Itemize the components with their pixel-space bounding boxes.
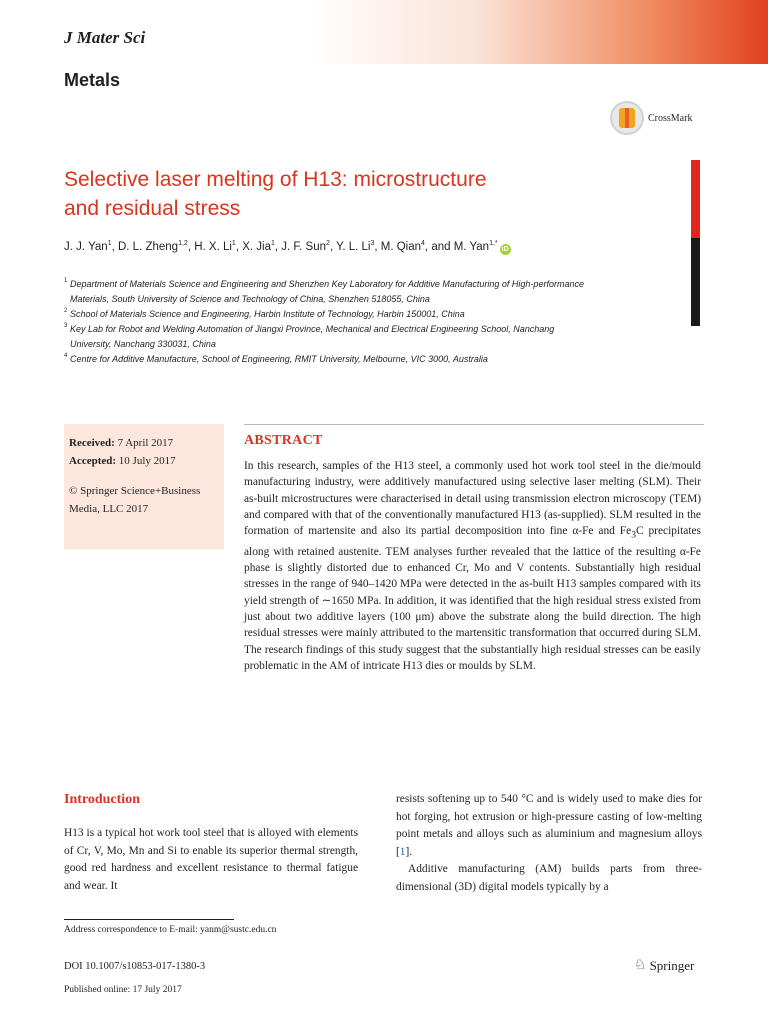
affiliation: 3 Key Lab for Robot and Welding Automation of Jiangxi Province, Mechanical and Electrical Engineering School, Nanchang University, Nanchang 330031, China (64, 323, 555, 349)
intro-paragraph: resists softening up to 540 °C and is widely used to make dies for hot forging, hot extrusion or high-pressure casting of low-melting point metals and alloys such as aluminium and magnesium alloys [1]. (396, 793, 702, 858)
journal-name: J Mater Sci (64, 28, 146, 47)
author[interactable]: Y. L. Li (336, 240, 371, 253)
author-list: J. J. Yan$^1$, D. L. Zheng$^{1,2}$, H. X. Li$^1$, X. Jia$^1$, J. F. Sun$^2$, Y. L. Li$^3$, M. Qian$^4$, and M. Yan$^{1,*}$iD (64, 240, 509, 253)
orcid-icon[interactable]: iD (501, 245, 509, 253)
intro-paragraph: Additive manufacturing (AM) builds parts from three-dimensional (3D) digital models typically by a (396, 863, 702, 893)
sidebar-color-bar (691, 160, 700, 326)
published-date: Published online: 17 July 2017 (64, 985, 182, 995)
article-title (64, 165, 624, 223)
title-line-2: and residual stress (64, 197, 241, 220)
springer-horse-icon: ♘ (634, 958, 647, 973)
affiliation: 1 Department of Materials Science and Engineering and Shenzhen Key Laboratory for Additive Manufacturing of High-performance Materials, South University of Science and Technology of China, Shenzhen 518055, China (64, 278, 584, 304)
abstract-heading: ABSTRACT (244, 433, 323, 448)
author[interactable]: M. Qian (380, 240, 422, 253)
intro-left-column: H13 is a typical hot work tool steel that is alloyed with elements of Cr, V, Mo, Mn and Si to enable its superior thermal strength, good red hardness and excellent resistance to thermal fatigue and wear. It (64, 827, 358, 892)
introduction-heading: Introduction (64, 792, 140, 807)
received-label: Received: (69, 437, 115, 449)
intro-right-column (396, 791, 702, 897)
abstract-rule (244, 424, 704, 425)
author[interactable]: D. L. Zheng (117, 240, 179, 253)
received-date: 7 April 2017 (117, 437, 174, 449)
footnote-rule (64, 919, 234, 920)
publisher-name: Springer (649, 957, 695, 973)
accepted-label: Accepted: (69, 455, 117, 467)
crossmark-icon (610, 101, 644, 135)
springer-logo (634, 957, 694, 974)
doi[interactable]: DOI 10.1007/s10853-017-1380-3 (64, 961, 206, 972)
affiliation: 2 School of Materials Science and Engineering, Harbin Institute of Technology, Harbin 150001, China (64, 308, 465, 319)
section-label: Metals (64, 70, 121, 90)
accepted-date: 10 July 2017 (118, 455, 176, 467)
crossmark-label: CrossMark (648, 112, 693, 124)
author[interactable]: M. Yan (453, 240, 490, 253)
copyright: © Springer Science+Business Media, LLC 2017 (69, 485, 201, 515)
title-line-1: Selective laser melting of H13: microstructure (64, 168, 487, 191)
author[interactable]: J. J. Yan (64, 240, 108, 253)
affiliation: 4 Centre for Additive Manufacture, School of Engineering, RMIT University, Melbourne, VIC 3000, Australia (64, 353, 488, 364)
correspondence-footnote: Address correspondence to E-mail: yanm@sustc.edu.cn (64, 925, 277, 935)
dates-box (64, 424, 224, 549)
author[interactable]: H. X. Li (194, 240, 232, 253)
affiliations (64, 277, 684, 367)
abstract-text: In this research, samples of the H13 steel, a commonly used hot work tool steel in the die/mould manufacturing industry, were additively manufactured using selective laser melting (SLM). Their as-built microstructures were characterised in detail using transmission electron microscopy (TEM) and compared with that of the conventionally manufactured H13 (as-supplied). SLM resulted in the formation of martensite and also its partial decomposition into fine α-Fe and $Fe_3C$ precipitates along with retained austenite. TEM analyses further revealed that the lattice of the resulting α-Fe phase is slightly distorted due to enhanced Cr, Mo and V contents. Substantially high residual stresses in the range of 940–1420 MPa were detected in the as-built H13 samples compared with its yield strength of ∼1650 MPa. In addition, it was identified that the high residual stress existed from just about two additive layers (100 μm) above the substrate along the build direction. The high residual stresses were mainly attributed to the martensitic transformation that occurred during SLM. The research findings of this study suggest that the substantially high residual stresses can be easily problematic in the AM of intricate H13 dies or moulds by SLM. (244, 460, 701, 672)
crossmark-link[interactable] (610, 101, 692, 135)
citation-link[interactable]: 1 (399, 845, 406, 858)
author[interactable]: X. Jia (242, 240, 271, 253)
author[interactable]: J. F. Sun (281, 240, 327, 253)
